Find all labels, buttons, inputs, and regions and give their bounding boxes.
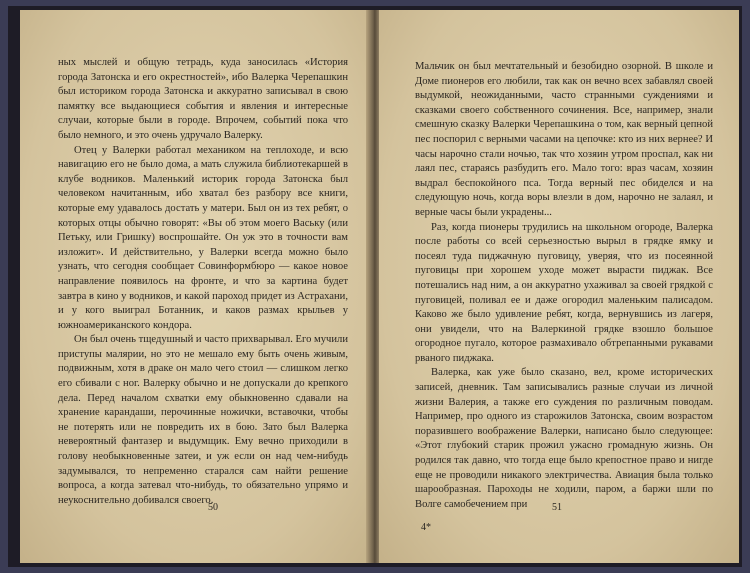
left-page <box>20 10 378 563</box>
paragraph: Отец у Валерки работал механиком на теплоходе, и всю навигацию его не было дома, а мать служила библиотекаршей в клубе водников. Маленький историк города Затонска был человеком начитанным, ибо хватал без разбору все книги, которые ему удавалось достать у матери. Был он из тех ребят, о которых отцы обычно говорят: «Вы об этом моего Ваську (или Петьку, или Гришку) воспрошайте. Он уж это в точности вам изложит». И действительно, у Валерки всегда можно было узнать, что сегодня сообщает Совинформбюро — какое новое направление появилось на фронте, и что за картина будет завтра в кино у водников, и какой пароход придет из Астрахани, и у кого выиграл Ботанник, и каков размах крыльев у южноамериканского кондора. <box>58 144 348 331</box>
page-number: 51 <box>552 502 562 513</box>
book-spread <box>8 6 742 567</box>
paragraph: Он был очень тщедушный и часто прихварывал. Его мучили приступы малярии, но это не мешало ему быть очень живым, подвижным, хотя в драке он мало чего стоил — слишком легко его сбивали с ног. Валерку обычно и не допускали до крепкого дела. Перед началом схватки ему обыкновенно сдавали на хранение карандаши, перочинные ножички, вставочки, чтобы не потерять или не повредить их в бою. Зато был Валерка невероятный фантазер и выдумщик. Ему вечно приходили в голову необыкновенные затеи, и уж если он над чем-нибудь задумывался, то непременно старался сам найти решение вопроса, а когда затевал что-нибудь, то обязательно упрямо и неукоснительно добивался своего. <box>58 334 348 506</box>
signature-mark: 4* <box>421 522 431 533</box>
page-number: 50 <box>208 502 218 513</box>
paragraph: Раз, когда пионеры трудились на школьном огороде, Валерка после работы со всей серьезностью вырыл в грядке ямку и посеял туда пиджачную пуговицу, уверяя, что из посеянной пуговицы при хорошем уходе может вырасти пиджак. Все потешались над ним, а он аккуратно ухаживал за своей грядкой с пуговицей, поливал ее и даже огородил маленьким палисадом. Каково же было удивление ребят, когда, вернувшись из лагеря, они увидели, что на Валеркиной грядке взошло большое огородное пугало, которое размахивало обтрепанными рукавами рваного пиджака. <box>415 221 713 364</box>
paragraph: Валерка, как уже было сказано, вел, кроме исторических записей, дневник. Там записывались разные случаи из личной жизни Валерия, а также его суждения по различным поводам. Например, про одного из старожилов Затонска, своим возрастом поразившего воображение Валерки, написано было следующее: «Этот глубокий старик прожил ужасно громадную жизнь. Он родился так давно, что тогда еще было крепостное право и нигде еще не проводили никакого электричества. Авиация была только шарообразная. Пароходы не ходили, паром, а баржи шли по Волге самобечением при <box>415 367 713 510</box>
left-page-text <box>58 56 348 508</box>
right-page <box>379 10 739 563</box>
paragraph: ных мыслей и общую тетрадь, куда заносилась «История города Затонска и его окрестностей», ибо Валерка Черепашкин был историком города Затонска и аккуратно записывал в свою памятку все выдающиеся события и явления и интересные случаи, которые были в городе. Впрочем, событий пока что было немного, и это очень удручало Валерку. <box>58 57 348 141</box>
right-page-text <box>415 60 713 512</box>
paragraph: Мальчик он был мечтательный и безобидно озорной. В школе и Доме пионеров его любили, так как он вечно всех забавлял своей выдумкой, неожиданными, часто странными суждениями и сказками своего собственного сочинения. Все, например, знали смешную сказку Валерки Черепашкина о том, как верный цепной пес поспорил с верными часами на цепочке: кто из них вернее? И часы нарочно стали ночью, так что хозяин утром проспал, как ни лаял пес, стараясь разбудить его. Мало того: враз часам, хозяин выдрал беспокойного пса. Тогда верный пес обиделся и на следующую ночь, когда воры влезли в дом, нарочно не залаял, и верные часы были украдены... <box>415 61 713 218</box>
